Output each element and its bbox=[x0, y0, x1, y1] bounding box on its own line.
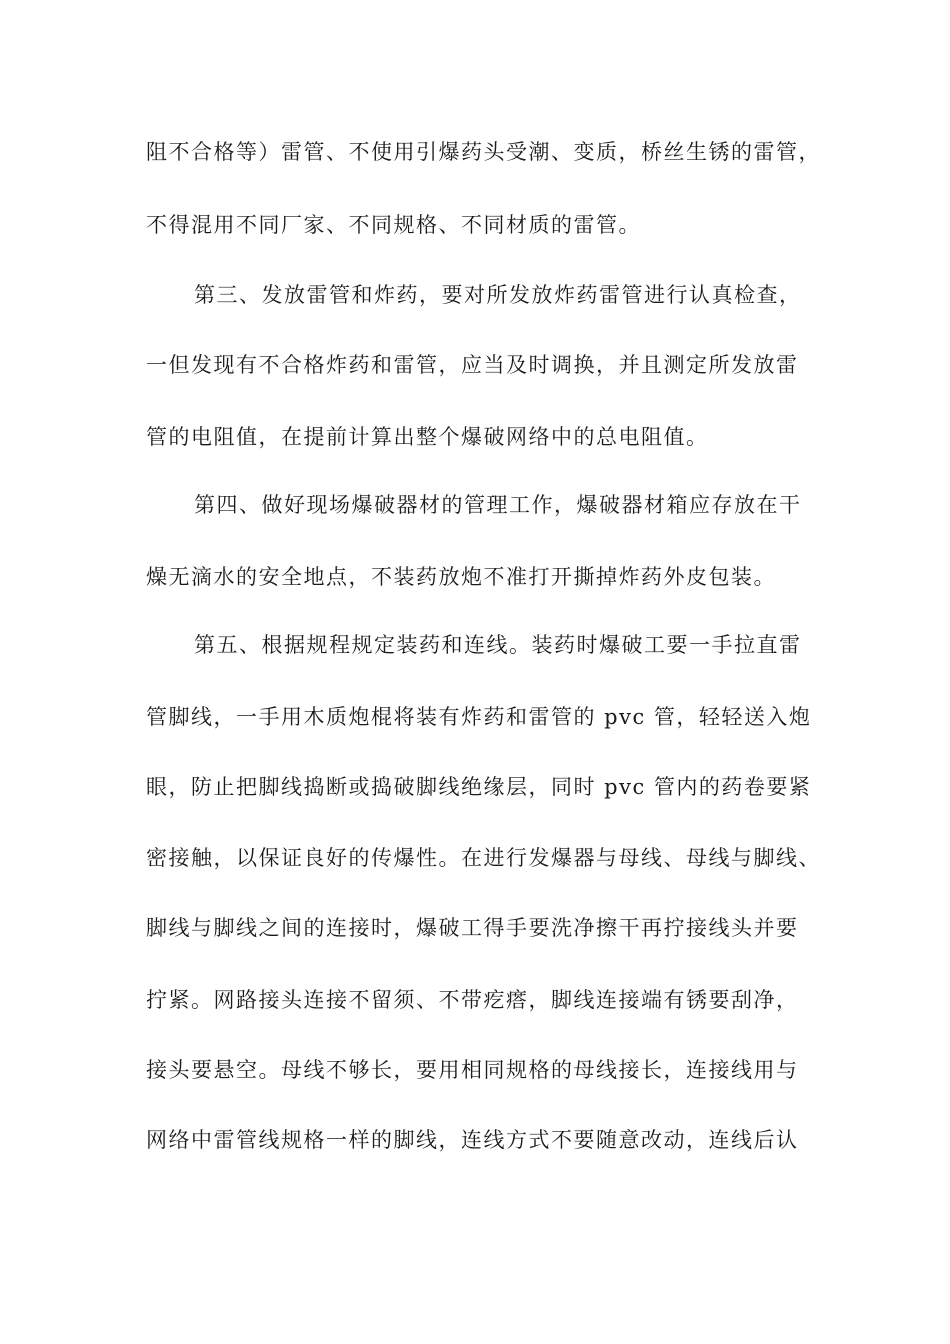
paragraph-3-start: 第三、发放雷管和炸药，要对所发放炸药雷管进行认真检查， bbox=[194, 283, 802, 307]
text-line: 眼，防止把脚线捣断或捣破脚线绝缘层，同时 pvc 管内的药卷要紧 bbox=[146, 775, 812, 799]
text-line: 拧紧。网路接头连接不留须、不带疙瘩，脚线连接端有锈要刮净， bbox=[146, 988, 799, 1012]
text-line: 燥无滴水的安全地点，不装药放炮不准打开撕掉炸药外皮包装。 bbox=[146, 565, 776, 589]
text-line: 一但发现有不合格炸药和雷管，应当及时调换，并且测定所发放雷 bbox=[146, 353, 799, 377]
text-line: 脚线与脚线之间的连接时，爆破工得手要洗净擦干再拧接线头并要 bbox=[146, 916, 799, 940]
text-line: 网络中雷管线规格一样的脚线，连线方式不要随意改动，连线后认 bbox=[146, 1128, 799, 1152]
text-line: 接头要悬空。母线不够长，要用相同规格的母线接长，连接线用与 bbox=[146, 1058, 799, 1082]
text-line: 不得混用不同厂家、不同规格、不同材质的雷管。 bbox=[146, 213, 641, 237]
text-line: 管脚线，一手用木质炮棍将装有炸药和雷管的 pvc 管，轻轻送入炮 bbox=[146, 705, 812, 729]
text-line: 管的电阻值，在提前计算出整个爆破网络中的总电阻值。 bbox=[146, 425, 709, 449]
text-line: 阻不合格等）雷管、不使用引爆药头受潮、变质，桥丝生锈的雷管， bbox=[146, 140, 821, 164]
paragraph-4-start: 第四、做好现场爆破器材的管理工作，爆破器材箱应存放在干 bbox=[194, 493, 802, 517]
paragraph-5-start: 第五、根据规程规定装药和连线。装药时爆破工要一手拉直雷 bbox=[194, 633, 802, 657]
text-line: 密接触，以保证良好的传爆性。在进行发爆器与母线、母线与脚线、 bbox=[146, 846, 821, 870]
